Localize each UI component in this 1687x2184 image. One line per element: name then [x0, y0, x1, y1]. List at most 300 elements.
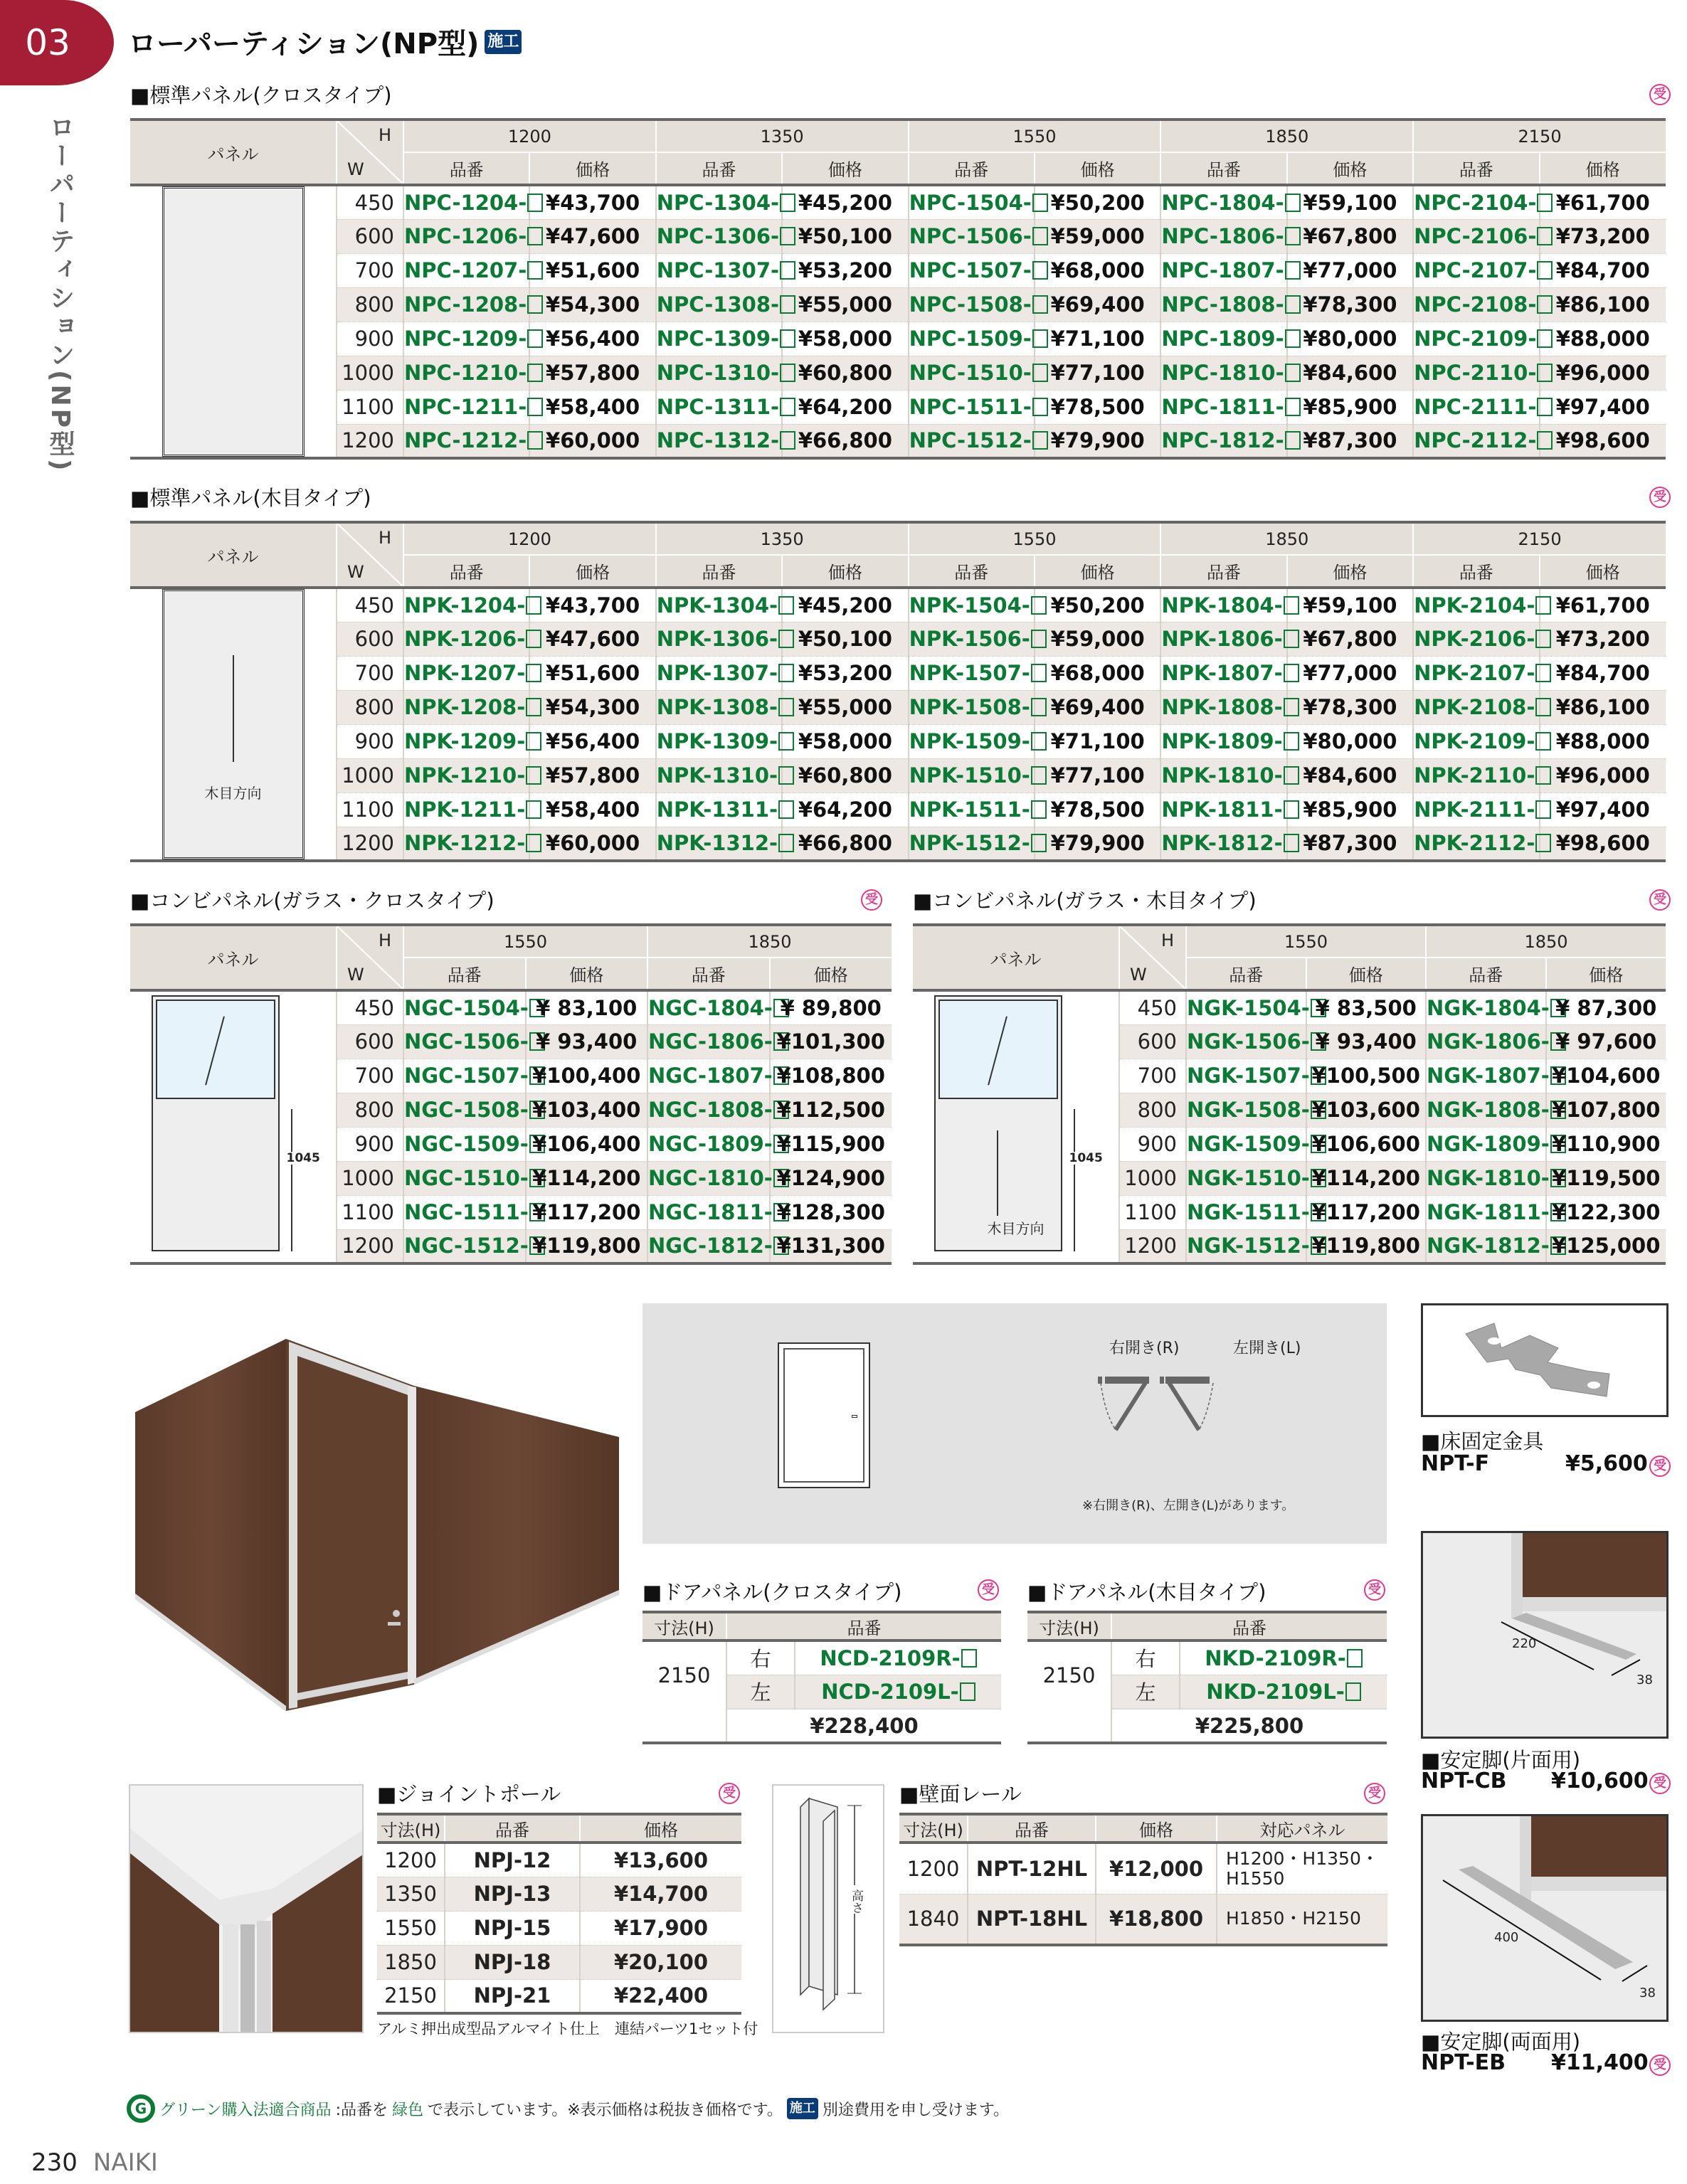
- option-box-icon: [1535, 664, 1551, 682]
- cell: 1840: [899, 1894, 968, 1945]
- product-code: NGK-1509-: [1186, 1127, 1306, 1161]
- option-box-icon: [1535, 732, 1551, 751]
- panel-drawing: [152, 995, 320, 1258]
- width-value: 600: [1119, 1024, 1186, 1059]
- section-title-combi-cloth: ■コンビパネル(ガラス・クロスタイプ): [130, 889, 495, 913]
- joint-pole-note: アルミ押出成型品アルマイト仕上 連結パーツ1セット付: [377, 2020, 758, 2037]
- col-code: 品番: [1160, 555, 1286, 588]
- option-box-icon: [1535, 800, 1551, 819]
- product-code: NGC-1806-: [647, 1024, 770, 1059]
- option-box-icon: [778, 664, 794, 682]
- col-code: 品番: [403, 152, 529, 185]
- width-value: 1100: [337, 1195, 403, 1229]
- left-open-label: 左開き(L): [1233, 1340, 1301, 1357]
- wall-rail-drawing: [772, 1784, 884, 2033]
- panel-drawing: [162, 186, 305, 457]
- price: ¥85,900: [1287, 793, 1413, 827]
- width-value: 450: [337, 588, 403, 622]
- option-box-icon: [1537, 329, 1553, 348]
- width-value: 1200: [337, 1229, 403, 1263]
- chapter-number: 03: [25, 22, 70, 63]
- price: ¥108,800: [770, 1059, 892, 1093]
- option-box-icon: [1032, 194, 1048, 212]
- col-code: 品番: [1111, 1612, 1387, 1640]
- col-hw: H W: [1119, 925, 1186, 990]
- option-box-icon: [780, 398, 795, 416]
- uke-badge: 受: [1649, 2055, 1671, 2076]
- col-price: 価格: [1035, 555, 1160, 588]
- option-box-icon: [526, 800, 541, 819]
- product-code: NGK-1510-: [1186, 1161, 1306, 1195]
- uke-badge: 受: [861, 889, 882, 911]
- price: ¥67,800: [1287, 219, 1413, 253]
- col-hw: H W: [337, 925, 403, 990]
- door-price: ¥228,400: [726, 1709, 1001, 1743]
- col-price: 価格: [529, 152, 655, 185]
- col-code: 品番: [1413, 555, 1539, 588]
- product-code: NPC-1504-: [909, 185, 1035, 219]
- option-box-icon: [1032, 295, 1048, 314]
- cell: NPT-12HL: [968, 1843, 1096, 1894]
- product-code: NPC-1210-: [403, 356, 529, 390]
- price: ¥77,000: [1287, 656, 1413, 690]
- right-open-label: 右開き(R): [1109, 1340, 1180, 1357]
- height-label: 高さ: [847, 1889, 865, 1914]
- col-price: 価格: [1306, 958, 1427, 990]
- table-row: [899, 1843, 1387, 1894]
- price: ¥96,000: [1540, 758, 1666, 793]
- product-code: NPK-1804-: [1160, 588, 1286, 622]
- option-box-icon: [1031, 664, 1047, 682]
- product-code: NPC-2110-: [1413, 356, 1539, 390]
- product-code: NGC-1807-: [647, 1059, 770, 1093]
- col-code: 品番: [656, 555, 782, 588]
- door-diagram-panel: [642, 1303, 1387, 1544]
- price: ¥117,200: [1306, 1195, 1427, 1229]
- price: ¥56,400: [529, 322, 655, 356]
- product-code: NGK-1511-: [1186, 1195, 1306, 1229]
- price: ¥79,900: [1035, 424, 1160, 458]
- width-value: 1100: [337, 793, 403, 827]
- table-row: [377, 1979, 741, 2013]
- col-height: 1550: [909, 120, 1161, 152]
- footer-text: 別途費用を申し受けます。: [822, 2101, 1010, 2119]
- col-price: 価格: [1287, 555, 1413, 588]
- product-code: NPK-2108-: [1413, 690, 1539, 724]
- price: ¥119,800: [1306, 1229, 1427, 1263]
- col-price: 価格: [1540, 555, 1666, 588]
- panel-image-cell: [130, 185, 337, 458]
- green-purchase-label: グリーン購入法適合商品: [159, 2101, 332, 2119]
- option-box-icon: [1284, 664, 1299, 682]
- col-hw: H W: [337, 120, 403, 185]
- product-code: NPK-1306-: [656, 622, 782, 656]
- option-box-icon: [1032, 227, 1048, 245]
- width-value: 450: [1119, 990, 1186, 1024]
- width-value: 1200: [337, 424, 403, 458]
- product-code: NGK-1507-: [1186, 1059, 1306, 1093]
- col-code: 品番: [403, 958, 526, 990]
- product-code: NPK-1511-: [909, 793, 1035, 827]
- option-box-icon: [1032, 398, 1048, 416]
- section-title-wall-rail: ■壁面レール: [899, 1782, 1022, 1806]
- product-code: NPK-1807-: [1160, 656, 1286, 690]
- product-code: NPC-1206-: [403, 219, 529, 253]
- product-code: NPC-1808-: [1160, 287, 1286, 322]
- section-title-joint-pole: ■ジョイントポール: [377, 1782, 561, 1806]
- cell: NPJ-18: [445, 1945, 580, 1979]
- col-price: 価格: [770, 958, 892, 990]
- option-box-icon: [778, 834, 794, 852]
- price: ¥84,700: [1540, 656, 1666, 690]
- price: ¥77,000: [1287, 253, 1413, 287]
- col-height: 1350: [656, 120, 909, 152]
- table-row: [130, 793, 1666, 827]
- option-box-icon: [1345, 1682, 1361, 1701]
- door-height: 2150: [657, 1663, 711, 1687]
- price: ¥43,700: [529, 185, 655, 219]
- price: ¥ 83,500: [1306, 990, 1427, 1024]
- product-code: NPK-1207-: [403, 656, 529, 690]
- section-title-door-wood: ■ドアパネル(木目タイプ): [1027, 1580, 1266, 1604]
- price: ¥79,900: [1035, 827, 1160, 861]
- option-box-icon: [1284, 698, 1299, 716]
- option-box-icon: [1284, 630, 1299, 648]
- cell: 1200: [899, 1843, 968, 1894]
- price: ¥ 97,600: [1546, 1024, 1666, 1059]
- product-code: NPK-2110-: [1413, 758, 1539, 793]
- col-price: 価格: [529, 555, 655, 588]
- door-cloth-table-wrap: [642, 1611, 1001, 1744]
- page-number: 230: [31, 2148, 78, 2177]
- product-code: NPC-1512-: [909, 424, 1035, 458]
- col-price: 価格: [1035, 152, 1160, 185]
- product-code: NPC-1510-: [909, 356, 1035, 390]
- right-label: 右: [726, 1640, 795, 1675]
- cell: ¥18,800: [1096, 1894, 1217, 1945]
- option-box-icon: [527, 194, 543, 212]
- combi-wood-table: [913, 923, 1666, 1265]
- col-panel: パネル: [130, 120, 337, 185]
- product-code: NPC-1208-: [403, 287, 529, 322]
- product-code: NPC-1304-: [656, 185, 782, 219]
- chapter-tab: [0, 0, 114, 85]
- product-code: NGK-1508-: [1186, 1093, 1306, 1127]
- product-code: NPK-2104-: [1413, 588, 1539, 622]
- width-value: 1100: [1119, 1195, 1186, 1229]
- accessory-title: ■安定脚(両面用): [1421, 2030, 1581, 2054]
- combi-cloth-table-wrap: [130, 923, 892, 1265]
- standard-cloth-table-wrap: [130, 118, 1666, 460]
- product-code: NPK-1512-: [909, 827, 1035, 861]
- stabilizer-double-photo: [1421, 1814, 1669, 2022]
- col-dim: 寸法(H): [1027, 1612, 1111, 1640]
- chapter-sidebar-label: ローパーティション(NP型): [46, 114, 75, 474]
- price: ¥57,800: [529, 356, 655, 390]
- option-box-icon: [1284, 834, 1299, 852]
- width-value: 700: [337, 253, 403, 287]
- price: ¥58,400: [529, 390, 655, 424]
- option-box-icon: [1285, 227, 1301, 245]
- product-code: NPK-1809-: [1160, 724, 1286, 758]
- option-box-icon: [1285, 431, 1301, 450]
- product-code: NPK-1210-: [403, 758, 529, 793]
- option-box-icon: [1535, 834, 1551, 852]
- price: ¥67,800: [1287, 622, 1413, 656]
- table-row: [377, 1945, 741, 1979]
- col-code: 品番: [656, 152, 782, 185]
- price: ¥64,200: [782, 793, 908, 827]
- product-code: NPK-1212-: [403, 827, 529, 861]
- product-code: NPK-1209-: [403, 724, 529, 758]
- page-title-row: [128, 21, 522, 62]
- cell: NPJ-15: [445, 1911, 580, 1945]
- price: ¥114,200: [1306, 1161, 1427, 1195]
- price: ¥84,600: [1287, 758, 1413, 793]
- page-footer: [31, 2148, 158, 2177]
- table-row: [130, 758, 1666, 793]
- width-value: 900: [337, 1127, 403, 1161]
- col-panel: パネル: [130, 925, 337, 990]
- product-code: NPC-2112-: [1413, 424, 1539, 458]
- option-box-icon: [526, 834, 541, 852]
- product-code: NPC-2106-: [1413, 219, 1539, 253]
- price: ¥ 93,400: [1306, 1024, 1427, 1059]
- option-box-icon: [1285, 194, 1301, 212]
- joint-pole-table: [377, 1813, 741, 2015]
- price: ¥71,100: [1035, 322, 1160, 356]
- product-code: NPC-1308-: [656, 287, 782, 322]
- door-price: ¥225,800: [1111, 1709, 1387, 1743]
- option-box-icon: [778, 596, 794, 615]
- table-row: [130, 724, 1666, 758]
- price: ¥ 87,300: [1546, 990, 1666, 1024]
- option-box-icon: [1535, 596, 1551, 615]
- option-box-icon: [1031, 630, 1047, 648]
- option-box-icon: [780, 295, 795, 314]
- product-code: NPK-1308-: [656, 690, 782, 724]
- option-box-icon: [1285, 261, 1301, 280]
- product-code: NPK-1211-: [403, 793, 529, 827]
- product-code: NPK-1810-: [1160, 758, 1286, 793]
- price: ¥78,500: [1035, 390, 1160, 424]
- col-price: 価格: [782, 152, 908, 185]
- option-box-icon: [526, 698, 541, 716]
- product-code: NPK-2112-: [1413, 827, 1539, 861]
- price: ¥71,100: [1035, 724, 1160, 758]
- price: ¥55,000: [782, 287, 908, 322]
- product-code: NPC-1307-: [656, 253, 782, 287]
- price: ¥56,400: [529, 724, 655, 758]
- product-code: NPC-1306-: [656, 219, 782, 253]
- product-code: NPK-1806-: [1160, 622, 1286, 656]
- price: ¥55,000: [782, 690, 908, 724]
- option-box-icon: [527, 329, 543, 348]
- price: ¥50,200: [1035, 588, 1160, 622]
- width-value: 450: [337, 990, 403, 1024]
- product-code: NPC-2109-: [1413, 322, 1539, 356]
- door-cloth-table: [642, 1611, 1001, 1744]
- option-box-icon: [526, 664, 541, 682]
- product-code: NPK-1506-: [909, 622, 1035, 656]
- section-title-standard-wood: ■標準パネル(木目タイプ): [130, 486, 371, 510]
- price: ¥68,000: [1035, 253, 1160, 287]
- col-height: 1200: [403, 120, 656, 152]
- seko-badge: 施工: [485, 30, 522, 54]
- price: ¥53,200: [782, 253, 908, 287]
- price: ¥106,600: [1306, 1127, 1427, 1161]
- price: ¥98,600: [1540, 424, 1666, 458]
- price: ¥114,200: [526, 1161, 648, 1195]
- col-height: 1350: [656, 522, 909, 555]
- product-code: NPC-2104-: [1413, 185, 1539, 219]
- option-box-icon: [778, 800, 794, 819]
- price: ¥110,900: [1546, 1127, 1666, 1161]
- price: ¥50,200: [1035, 185, 1160, 219]
- width-value: 600: [337, 1024, 403, 1059]
- option-box-icon: [1031, 800, 1047, 819]
- door-wood-table-wrap: [1027, 1611, 1387, 1744]
- product-code: NPK-1309-: [656, 724, 782, 758]
- product-code: NPK-1811-: [1160, 793, 1286, 827]
- col-header: 品番: [445, 1814, 580, 1843]
- col-price: 価格: [782, 555, 908, 588]
- product-code: NPC-1806-: [1160, 219, 1286, 253]
- product-code: NPK-1312-: [656, 827, 782, 861]
- cell: 1200: [377, 1843, 445, 1877]
- cell: ¥12,000: [1096, 1843, 1217, 1894]
- table-row: [130, 656, 1666, 690]
- glass-window: [156, 1000, 275, 1099]
- option-box-icon: [1537, 398, 1553, 416]
- option-box-icon: [1285, 398, 1301, 416]
- price: ¥43,700: [529, 588, 655, 622]
- cell: NPJ-21: [445, 1979, 580, 2013]
- price: ¥78,500: [1035, 793, 1160, 827]
- col-price: 価格: [1546, 958, 1666, 990]
- panel-drawing: [162, 589, 305, 859]
- table-row: [130, 219, 1666, 253]
- table-row: [913, 990, 1666, 1024]
- price: ¥124,900: [770, 1161, 892, 1195]
- product-code: NGK-1512-: [1186, 1229, 1306, 1263]
- price: ¥60,000: [529, 424, 655, 458]
- col-panel: パネル: [913, 925, 1119, 990]
- product-code: NPK-1509-: [909, 724, 1035, 758]
- door-code-right: NCD-2109R-: [795, 1640, 1001, 1675]
- price: ¥97,400: [1540, 390, 1666, 424]
- section-title-door-cloth: ■ドアパネル(クロスタイプ): [642, 1580, 902, 1604]
- option-box-icon: [526, 732, 541, 751]
- price: ¥107,800: [1546, 1093, 1666, 1127]
- footer-text: :品番を: [335, 2101, 388, 2119]
- col-code: 品番: [403, 555, 529, 588]
- left-label: 左: [1111, 1675, 1180, 1709]
- door-code-left: NCD-2109L-: [795, 1675, 1001, 1709]
- price: ¥77,100: [1035, 758, 1160, 793]
- option-box-icon: [1285, 329, 1301, 348]
- option-box-icon: [526, 596, 541, 615]
- product-code: NGK-1807-: [1426, 1059, 1546, 1093]
- accessory-code: NPT-F: [1421, 1451, 1490, 1476]
- cell: 1550: [377, 1911, 445, 1945]
- option-box-icon: [961, 1649, 977, 1668]
- product-code: NPK-1808-: [1160, 690, 1286, 724]
- option-box-icon: [1284, 766, 1299, 785]
- option-box-icon: [1031, 732, 1047, 751]
- table-row: [130, 287, 1666, 322]
- product-code: NGK-1506-: [1186, 1024, 1306, 1059]
- cell: NPJ-13: [445, 1877, 580, 1911]
- green-purchase-logo-icon: G: [127, 2094, 155, 2123]
- product-code: NPK-1508-: [909, 690, 1035, 724]
- table-row: [130, 253, 1666, 287]
- col-panel: パネル: [130, 522, 337, 588]
- partition-room-photo: [128, 1316, 640, 1743]
- col-header: 寸法(H): [899, 1814, 968, 1843]
- product-code: NPK-1208-: [403, 690, 529, 724]
- price: ¥60,800: [782, 758, 908, 793]
- option-box-icon: [1285, 295, 1301, 314]
- option-box-icon: [527, 295, 543, 314]
- width-value: 1000: [1119, 1161, 1186, 1195]
- option-box-icon: [1537, 227, 1553, 245]
- product-code: NPC-1807-: [1160, 253, 1286, 287]
- price: ¥103,600: [1306, 1093, 1427, 1127]
- price: ¥87,300: [1287, 827, 1413, 861]
- product-code: NPC-1809-: [1160, 322, 1286, 356]
- col-price: 価格: [526, 958, 648, 990]
- price: ¥45,200: [782, 588, 908, 622]
- option-box-icon: [1535, 630, 1551, 648]
- price: ¥125,000: [1546, 1229, 1666, 1263]
- product-code: NPC-2107-: [1413, 253, 1539, 287]
- price: ¥57,800: [529, 758, 655, 793]
- accessory-code: NPT-EB: [1421, 2050, 1506, 2075]
- table-row: [130, 356, 1666, 390]
- option-box-icon: [1535, 766, 1551, 785]
- price: ¥60,800: [782, 356, 908, 390]
- accessory-price: ¥5,600: [1565, 1451, 1648, 1476]
- price: ¥103,400: [526, 1093, 648, 1127]
- table-row: [130, 322, 1666, 356]
- col-height: 1550: [403, 925, 647, 958]
- option-box-icon: [526, 766, 541, 785]
- product-code: NGC-1509-: [403, 1127, 526, 1161]
- product-code: NGC-1510-: [403, 1161, 526, 1195]
- price: ¥78,300: [1287, 690, 1413, 724]
- product-code: NGC-1512-: [403, 1229, 526, 1263]
- width-value: 800: [337, 287, 403, 322]
- product-code: NGC-1508-: [403, 1093, 526, 1127]
- table-row: [130, 622, 1666, 656]
- option-box-icon: [780, 227, 795, 245]
- option-box-icon: [1347, 1649, 1363, 1668]
- product-code: NPC-1511-: [909, 390, 1035, 424]
- option-box-icon: [527, 364, 543, 382]
- product-code: NPC-1209-: [403, 322, 529, 356]
- product-code: NGC-1506-: [403, 1024, 526, 1059]
- price: ¥73,200: [1540, 219, 1666, 253]
- product-code: NPC-1507-: [909, 253, 1035, 287]
- table-row: [899, 1894, 1387, 1945]
- price: ¥97,400: [1540, 793, 1666, 827]
- price: ¥73,200: [1540, 622, 1666, 656]
- uke-badge: 受: [1649, 1773, 1671, 1794]
- accessory-title: ■安定脚(片面用): [1421, 1748, 1581, 1772]
- col-code: 品番: [909, 555, 1035, 588]
- col-height: 1550: [909, 522, 1161, 555]
